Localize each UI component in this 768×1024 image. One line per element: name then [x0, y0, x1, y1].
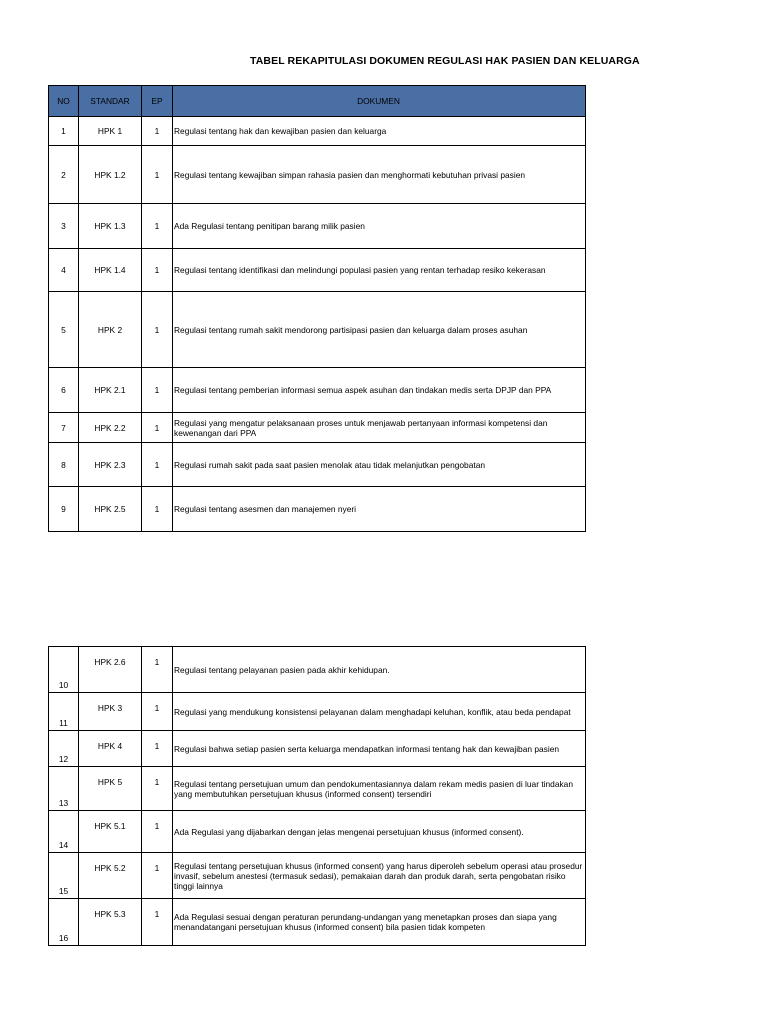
table-row [49, 292, 586, 368]
row-ep: 1 [142, 899, 173, 946]
row-no: 1 [49, 117, 79, 146]
row-standar: HPK 3 [79, 693, 142, 731]
row-no: 16 [49, 899, 79, 946]
row-dokumen: Regulasi tentang identifikasi dan melindungi populasi pasien yang rentan terhadap resiko kekerasan [173, 249, 586, 292]
header-standar: STANDAR [79, 86, 142, 117]
table-row [49, 146, 586, 204]
row-dokumen: Regulasi yang mengatur pelaksanaan proses untuk menjawab pertanyaan informasi kompetensi dan kewenangan dari PPA [173, 413, 586, 443]
header-dokumen: DOKUMEN [173, 86, 586, 117]
table-row [49, 899, 586, 946]
row-ep: 1 [142, 853, 173, 899]
row-no: 9 [49, 487, 79, 532]
row-standar: HPK 5.1 [79, 811, 142, 853]
row-ep: 1 [142, 693, 173, 731]
table-row [49, 767, 586, 811]
row-standar: HPK 2.3 [79, 443, 142, 487]
row-no: 10 [49, 647, 79, 693]
row-ep: 1 [142, 731, 173, 767]
row-no: 14 [49, 811, 79, 853]
row-dokumen: Ada Regulasi sesuai dengan peraturan perundang-undangan yang menetapkan proses dan siapa yang menandatangani persetujuan khusus (informed consent) bila pasien tidak kompeten [173, 899, 586, 946]
row-standar: HPK 5 [79, 767, 142, 811]
row-ep: 1 [142, 487, 173, 532]
row-no: 2 [49, 146, 79, 204]
row-dokumen: Regulasi rumah sakit pada saat pasien menolak atau tidak melanjutkan pengobatan [173, 443, 586, 487]
row-no: 8 [49, 443, 79, 487]
row-no: 4 [49, 249, 79, 292]
row-dokumen: Regulasi bahwa setiap pasien serta keluarga mendapatkan informasi tentang hak dan kewajiban pasien [173, 731, 586, 767]
page-title: TABEL REKAPITULASI DOKUMEN REGULASI HAK PASIEN DAN KELUARGA [250, 55, 640, 67]
row-ep: 1 [142, 204, 173, 249]
row-no: 3 [49, 204, 79, 249]
header-ep: EP [142, 86, 173, 117]
row-dokumen: Regulasi tentang kewajiban simpan rahasia pasien dan menghormati kebutuhan privasi pasien [173, 146, 586, 204]
header-no: NO [49, 86, 79, 117]
row-no: 7 [49, 413, 79, 443]
table-row [49, 117, 586, 146]
row-standar: HPK 4 [79, 731, 142, 767]
row-standar: HPK 5.3 [79, 899, 142, 946]
row-dokumen: Regulasi tentang asesmen dan manajemen nyeri [173, 487, 586, 532]
row-dokumen: Regulasi tentang rumah sakit mendorong partisipasi pasien dan keluarga dalam proses asuhan [173, 292, 586, 368]
table-row [49, 249, 586, 292]
row-dokumen: Ada Regulasi tentang penitipan barang milik pasien [173, 204, 586, 249]
row-standar: HPK 2 [79, 292, 142, 368]
table-row [49, 413, 586, 443]
table-row [49, 487, 586, 532]
regulation-table-2 [48, 646, 586, 946]
row-dokumen: Regulasi yang mendukung konsistensi pelayanan dalam menghadapi keluhan, konflik, atau beda pendapat [173, 693, 586, 731]
row-ep: 1 [142, 146, 173, 204]
row-no: 13 [49, 767, 79, 811]
row-ep: 1 [142, 647, 173, 693]
table-row [49, 731, 586, 767]
row-ep: 1 [142, 117, 173, 146]
row-ep: 1 [142, 767, 173, 811]
row-dokumen: Regulasi tentang persetujuan khusus (informed consent) yang harus diperoleh sebelum operasi atau prosedur invasif, sebelum anestesi (termasuk sedasi), pemakaian darah dan produk darah, serta pengobatan risiko tinggi lainnya [173, 853, 586, 899]
row-standar: HPK 1 [79, 117, 142, 146]
table-row [49, 853, 586, 899]
row-no: 6 [49, 368, 79, 413]
table-row [49, 693, 586, 731]
row-no: 12 [49, 731, 79, 767]
row-standar: HPK 2.2 [79, 413, 142, 443]
row-standar: HPK 1.2 [79, 146, 142, 204]
row-ep: 1 [142, 413, 173, 443]
row-ep: 1 [142, 292, 173, 368]
row-ep: 1 [142, 249, 173, 292]
table-row [49, 368, 586, 413]
row-standar: HPK 2.6 [79, 647, 142, 693]
row-dokumen: Regulasi tentang persetujuan umum dan pendokumentasiannya dalam rekam medis pasien di luar tindakan yang membutuhkan persetujuan khusus (informed consent) tersendiri [173, 767, 586, 811]
row-ep: 1 [142, 443, 173, 487]
table-row [49, 647, 586, 693]
table-row [49, 204, 586, 249]
regulation-table-1 [48, 85, 586, 532]
row-no: 5 [49, 292, 79, 368]
row-standar: HPK 5.2 [79, 853, 142, 899]
table-row [49, 811, 586, 853]
row-no: 15 [49, 853, 79, 899]
row-ep: 1 [142, 811, 173, 853]
table-header-row [49, 86, 586, 117]
row-dokumen: Regulasi tentang pelayanan pasien pada akhir kehidupan. [173, 647, 586, 693]
row-standar: HPK 2.1 [79, 368, 142, 413]
row-dokumen: Regulasi tentang pemberian informasi semua aspek asuhan dan tindakan medis serta DPJP dan PPA [173, 368, 586, 413]
row-ep: 1 [142, 368, 173, 413]
row-standar: HPK 1.4 [79, 249, 142, 292]
row-dokumen: Ada Regulasi yang dijabarkan dengan jelas mengenai persetujuan khusus (informed consent). [173, 811, 586, 853]
row-no: 11 [49, 693, 79, 731]
row-standar: HPK 1.3 [79, 204, 142, 249]
row-standar: HPK 2.5 [79, 487, 142, 532]
table-row [49, 443, 586, 487]
row-dokumen: Regulasi tentang hak dan kewajiban pasien dan keluarga [173, 117, 586, 146]
